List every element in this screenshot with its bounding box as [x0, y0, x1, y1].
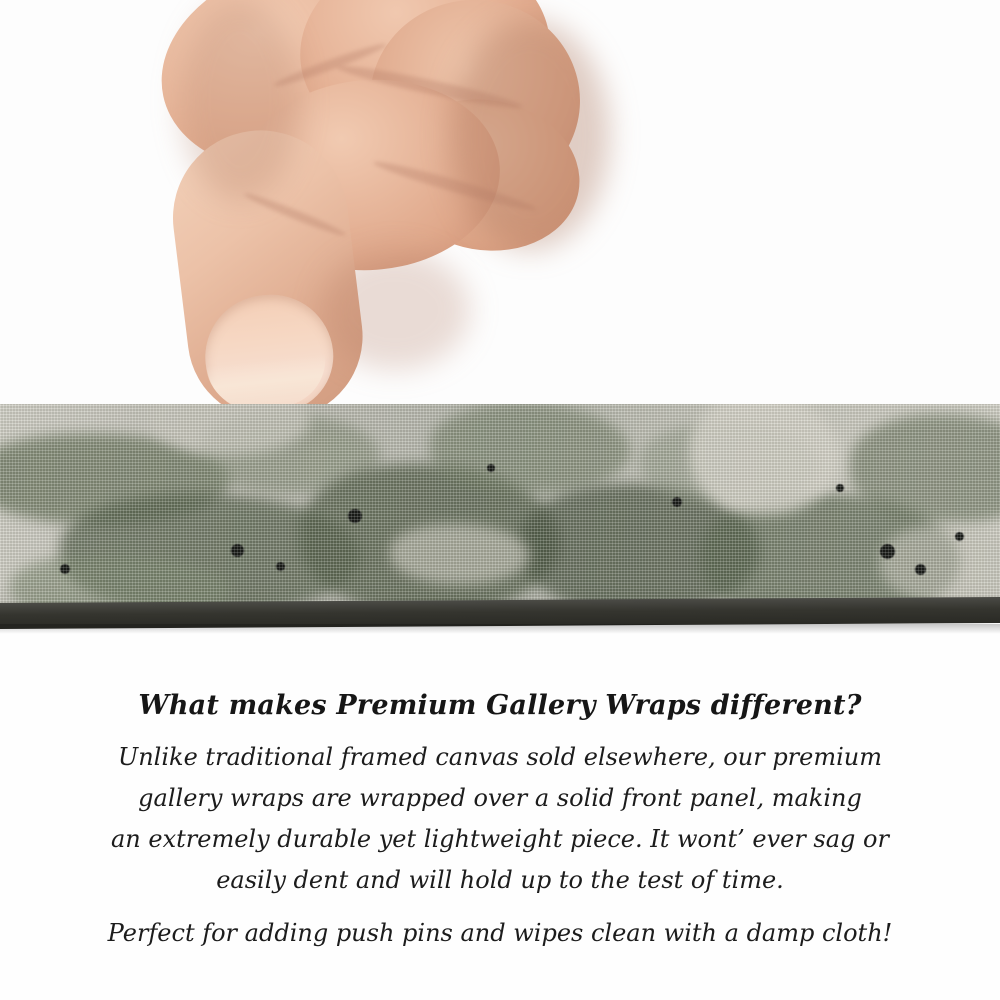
- speckle: [955, 532, 964, 541]
- speckle: [672, 497, 682, 507]
- speckle: [880, 544, 895, 559]
- hand-photo-region: [0, 0, 1000, 410]
- speckle: [60, 564, 70, 574]
- hand-shadow-bottom: [320, 250, 470, 370]
- canvas-wrap-strip: [0, 404, 1000, 622]
- body-line-4: easily dent and will hold up to the test of time.: [216, 866, 784, 894]
- paint-blob: [430, 404, 630, 494]
- hand-shadow-right: [450, 20, 610, 250]
- speckle: [348, 509, 362, 523]
- canvas-edge-shadow: [0, 624, 1000, 634]
- paint-highlight: [390, 524, 530, 584]
- body-line-3: an extremely durable yet lightweight piece. It wont’ ever sag or: [111, 825, 889, 853]
- speckle: [231, 544, 244, 557]
- speckle: [487, 464, 495, 472]
- marketing-text-block: [0, 690, 1000, 954]
- speckle: [915, 564, 926, 575]
- hand-shadow-left: [180, 0, 300, 200]
- hand-illustration: [120, 0, 580, 410]
- headline: What makes Premium Gallery Wraps different?: [138, 690, 862, 721]
- closing-line: Perfect for adding push pins and wipes clean with a damp cloth!: [107, 919, 893, 947]
- speckle: [276, 562, 285, 571]
- body-line-1: Unlike traditional framed canvas sold elsewhere, our premium: [117, 743, 882, 771]
- paint-highlight: [690, 404, 840, 514]
- speckle: [836, 484, 844, 492]
- body-line-2: gallery wraps are wrapped over a solid front panel, making: [138, 784, 862, 812]
